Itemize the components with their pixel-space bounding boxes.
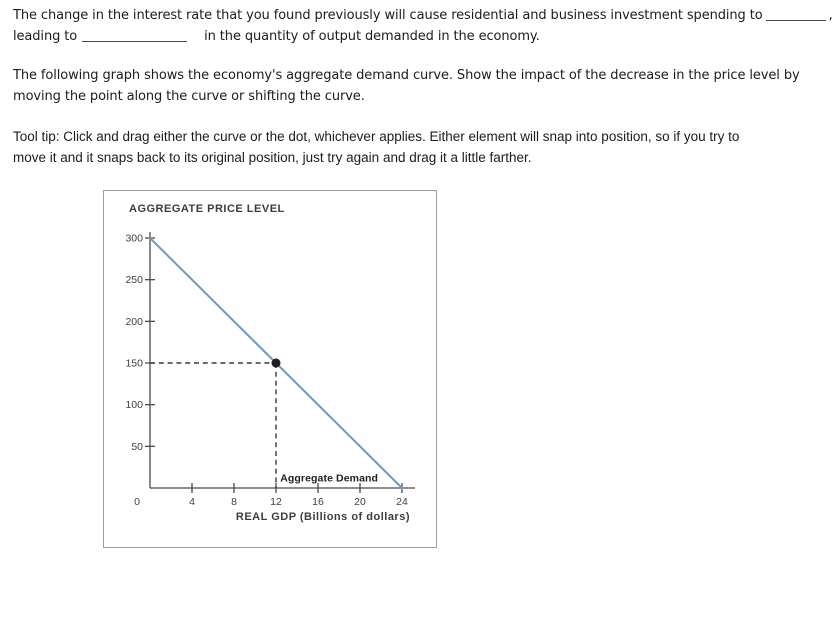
chart-title: AGGREGATE PRICE LEVEL bbox=[129, 203, 285, 215]
y-tick-label: 250 bbox=[125, 274, 143, 287]
y-tick-label: 300 bbox=[125, 232, 143, 245]
curve-label: Aggregate Demand bbox=[280, 472, 379, 485]
tool-tip-text bbox=[13, 126, 739, 168]
question-line-1 bbox=[13, 5, 833, 26]
y-tick-label: 50 bbox=[131, 440, 143, 453]
x-tick-label: 20 bbox=[354, 496, 366, 508]
graph-instruction bbox=[13, 65, 800, 107]
question-line1-comma: , bbox=[828, 8, 833, 23]
x-tick-label: 0 bbox=[134, 496, 140, 508]
tooltip-line-2: move it and it snaps back to its original position, just try again and drag it a little farther. bbox=[13, 150, 532, 165]
graph-panel bbox=[103, 190, 437, 548]
x-tick-label: 16 bbox=[312, 496, 324, 508]
question-text bbox=[13, 5, 833, 47]
demand-point[interactable] bbox=[272, 359, 281, 368]
question-line1-text: The change in the interest rate that you found previously will cause residential and business investment spending to bbox=[13, 8, 763, 23]
instruction-line-2: moving the point along the curve or shifting the curve. bbox=[13, 89, 365, 104]
x-axis-label: REAL GDP (Billions of dollars) bbox=[235, 511, 410, 523]
tooltip-line-1: Tool tip: Click and drag either the curve or the dot, whichever applies. Either element will snap into position, so if you try to bbox=[13, 129, 740, 144]
investment-spending-blank[interactable] bbox=[766, 6, 826, 21]
x-tick-label: 24 bbox=[396, 496, 408, 508]
question-line2-lead: leading to bbox=[13, 29, 78, 44]
ad-chart-svg bbox=[104, 191, 436, 547]
y-tick-label: 100 bbox=[125, 399, 143, 412]
quantity-change-blank[interactable] bbox=[82, 27, 187, 42]
instruction-line-1: The following graph shows the economy's aggregate demand curve. Show the impact of the decrease in the price level by bbox=[13, 68, 800, 83]
y-tick-label: 150 bbox=[125, 357, 143, 370]
question-line-2 bbox=[13, 26, 833, 47]
x-tick-label: 12 bbox=[270, 496, 282, 508]
x-tick-label: 8 bbox=[231, 496, 237, 508]
y-tick-label: 200 bbox=[125, 315, 143, 328]
question-line2-text: in the quantity of output demanded in the economy. bbox=[204, 29, 540, 44]
x-tick-label: 4 bbox=[189, 496, 195, 508]
